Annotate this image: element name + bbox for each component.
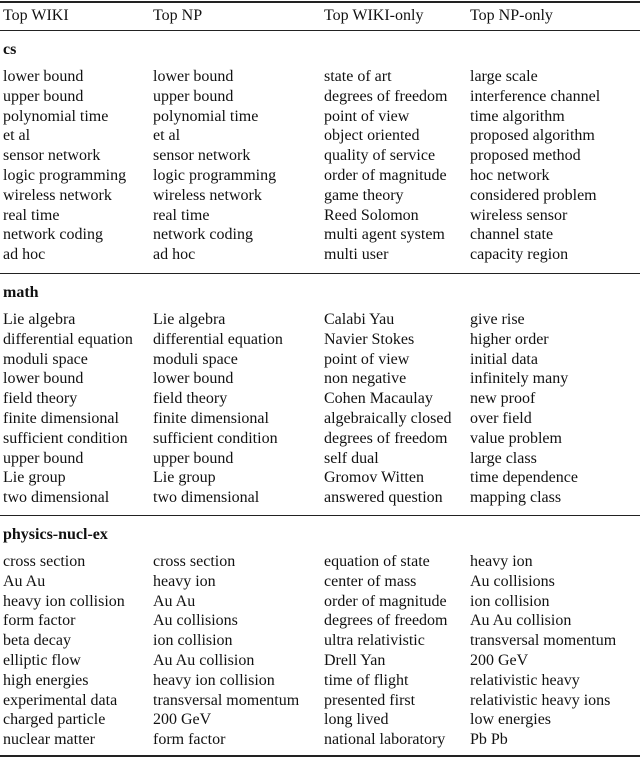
table-cell: upper bound bbox=[153, 449, 234, 467]
table-cell: low energies bbox=[470, 711, 552, 729]
table-row bbox=[0, 552, 640, 572]
table-cell: sufficient condition bbox=[3, 429, 128, 447]
table-row bbox=[0, 310, 640, 330]
table-cell: time of flight bbox=[324, 671, 409, 689]
header-top-np: Top NP bbox=[153, 7, 203, 24]
table-cell: upper bound bbox=[3, 449, 84, 467]
table-cell: proposed algorithm bbox=[470, 127, 595, 145]
table-cell: degrees of freedom bbox=[324, 429, 448, 447]
table-cell: real time bbox=[3, 206, 60, 224]
table-cell: large scale bbox=[470, 68, 538, 85]
bottom-rule bbox=[0, 755, 640, 757]
table-row bbox=[0, 389, 640, 409]
table-cell: ion collision bbox=[470, 592, 550, 610]
table-cell: network coding bbox=[3, 226, 103, 244]
table-cell: high energies bbox=[3, 671, 89, 689]
table-cell: long lived bbox=[324, 711, 389, 729]
table-cell: Au Au collision bbox=[153, 652, 255, 669]
table-cell: Lie algebra bbox=[153, 311, 226, 328]
table-row bbox=[0, 611, 640, 631]
table-row bbox=[0, 330, 640, 350]
table-cell: sensor network bbox=[3, 147, 101, 165]
table-cell: ad hoc bbox=[153, 246, 196, 264]
table-cell: multi agent system bbox=[324, 226, 445, 244]
table-row bbox=[0, 730, 640, 750]
table-cell: real time bbox=[153, 206, 210, 224]
section-rule bbox=[0, 30, 640, 31]
table-row bbox=[0, 409, 640, 429]
header-row bbox=[0, 6, 640, 26]
table-cell: heavy ion collision bbox=[153, 671, 275, 689]
table-row bbox=[0, 592, 640, 612]
table-cell: et al bbox=[3, 127, 31, 145]
table-cell: cross section bbox=[153, 553, 236, 570]
table-cell: Au Au bbox=[3, 572, 46, 590]
table-cell: proposed method bbox=[470, 147, 581, 165]
table-cell: Au Au bbox=[153, 592, 196, 610]
table-cell: Gromov Witten bbox=[324, 469, 424, 487]
table-row bbox=[0, 225, 640, 245]
table-cell: Drell Yan bbox=[324, 652, 386, 669]
table-cell: logic programming bbox=[3, 167, 127, 184]
table-cell: Lie group bbox=[3, 469, 66, 487]
table-cell: lower bound bbox=[153, 370, 234, 388]
table-cell: wireless sensor bbox=[470, 206, 568, 224]
table-cell: differential equation bbox=[3, 330, 133, 348]
table-cell: large class bbox=[470, 449, 537, 467]
table-cell: non negative bbox=[324, 370, 407, 388]
table-cell: give rise bbox=[470, 311, 525, 328]
table-cell: elliptic flow bbox=[3, 652, 81, 669]
table-cell: Lie algebra bbox=[3, 311, 76, 328]
table-cell: moduli space bbox=[153, 350, 238, 368]
table-cell: interference channel bbox=[470, 87, 601, 105]
table-cell: considered problem bbox=[470, 186, 597, 204]
table-cell: center of mass bbox=[324, 572, 417, 590]
table-row bbox=[0, 671, 640, 691]
top-rule bbox=[0, 1, 640, 3]
table-cell: national laboratory bbox=[324, 731, 446, 749]
table-cell: relativistic heavy ions bbox=[470, 691, 611, 709]
table-cell: transversal momentum bbox=[153, 691, 300, 709]
table-cell: Lie group bbox=[153, 469, 216, 487]
table-row bbox=[0, 429, 640, 449]
section-title: physics-nucl-ex bbox=[3, 526, 108, 543]
table-cell: value problem bbox=[470, 429, 562, 447]
header-top-wiki-only: Top WIKI-only bbox=[324, 7, 424, 24]
table-cell: order of magnitude bbox=[324, 592, 447, 610]
table-row bbox=[0, 369, 640, 389]
table-row bbox=[0, 166, 640, 186]
table-cell: mapping class bbox=[470, 489, 562, 507]
table-cell: upper bound bbox=[153, 87, 234, 105]
table-cell: Pb Pb bbox=[470, 731, 508, 749]
table-cell: finite dimensional bbox=[153, 410, 269, 427]
table-cell: capacity region bbox=[470, 246, 569, 264]
table-cell: ion collision bbox=[153, 632, 233, 650]
table-cell: channel state bbox=[470, 226, 554, 244]
table-cell: multi user bbox=[324, 246, 389, 264]
table-cell: form factor bbox=[3, 612, 76, 630]
table-cell: lower bound bbox=[3, 370, 84, 388]
table-row bbox=[0, 468, 640, 488]
table-cell: higher order bbox=[470, 330, 549, 348]
table-row bbox=[0, 245, 640, 265]
table-row bbox=[0, 488, 640, 508]
table-cell: self dual bbox=[324, 449, 379, 467]
table-row bbox=[0, 350, 640, 370]
table-cell: equation of state bbox=[324, 553, 430, 570]
table-cell: logic programming bbox=[153, 167, 277, 184]
table-row bbox=[0, 107, 640, 127]
table-cell: lower bound bbox=[153, 68, 234, 85]
table-row bbox=[0, 87, 640, 107]
table-cell: Au collisions bbox=[470, 572, 555, 590]
table-cell: ultra relativistic bbox=[324, 632, 425, 650]
table-row bbox=[0, 710, 640, 730]
table-cell: relativistic heavy bbox=[470, 671, 580, 689]
table-cell: sensor network bbox=[153, 147, 251, 165]
table-cell: two dimensional bbox=[3, 489, 110, 507]
table-cell: charged particle bbox=[3, 711, 106, 729]
table-row bbox=[0, 206, 640, 226]
table-cell: beta decay bbox=[3, 632, 71, 650]
table-cell: heavy ion collision bbox=[3, 592, 125, 610]
table-cell: wireless network bbox=[3, 186, 112, 204]
table-cell: Navier Stokes bbox=[324, 330, 415, 348]
table-row bbox=[0, 572, 640, 592]
table-cell: form factor bbox=[153, 731, 226, 749]
table-cell: time dependence bbox=[470, 469, 578, 487]
table-cell: et al bbox=[153, 127, 181, 145]
table-cell: Calabi Yau bbox=[324, 311, 395, 328]
table-cell: infinitely many bbox=[470, 370, 569, 388]
table-cell: order of magnitude bbox=[324, 167, 447, 184]
table-row bbox=[0, 691, 640, 711]
table-cell: network coding bbox=[153, 226, 253, 244]
table-row bbox=[0, 631, 640, 651]
table-cell: lower bound bbox=[3, 68, 84, 85]
table-cell: finite dimensional bbox=[3, 410, 119, 427]
table-cell: game theory bbox=[324, 186, 404, 204]
section-title: cs bbox=[3, 41, 17, 58]
table-cell: object oriented bbox=[324, 127, 420, 145]
table-cell: field theory bbox=[153, 390, 228, 408]
section-rule bbox=[0, 273, 640, 274]
table-cell: Reed Solomon bbox=[324, 206, 419, 224]
table-cell: wireless network bbox=[153, 186, 262, 204]
table-cell: upper bound bbox=[3, 87, 84, 105]
table-cell: presented first bbox=[324, 691, 416, 709]
table-cell: point of view bbox=[324, 107, 410, 125]
table-cell: degrees of freedom bbox=[324, 87, 448, 105]
table-cell: polynomial time bbox=[153, 107, 259, 125]
table-cell: Au collisions bbox=[153, 612, 238, 630]
table-cell: two dimensional bbox=[153, 489, 260, 507]
table-row bbox=[0, 186, 640, 206]
table-cell: transversal momentum bbox=[470, 632, 617, 650]
table-cell: heavy ion bbox=[153, 572, 216, 590]
table-cell: degrees of freedom bbox=[324, 612, 448, 630]
table-row bbox=[0, 651, 640, 671]
table-cell: nuclear matter bbox=[3, 731, 95, 749]
table-cell: over field bbox=[470, 410, 532, 427]
header-top-np-only: Top NP-only bbox=[470, 7, 553, 24]
table-cell: moduli space bbox=[3, 350, 88, 368]
table-row bbox=[0, 449, 640, 469]
table-cell: algebraically closed bbox=[324, 410, 452, 427]
table-cell: experimental data bbox=[3, 691, 118, 709]
table-cell: quality of service bbox=[324, 147, 436, 165]
table-cell: cross section bbox=[3, 553, 86, 570]
table-cell: differential equation bbox=[153, 330, 283, 348]
section-title: math bbox=[3, 284, 39, 301]
header-top-wiki: Top WIKI bbox=[3, 7, 69, 24]
table-row bbox=[0, 146, 640, 166]
table-cell: state of art bbox=[324, 68, 392, 85]
table-cell: point of view bbox=[324, 350, 410, 368]
table-cell: polynomial time bbox=[3, 107, 109, 125]
table-cell: Au Au collision bbox=[470, 612, 572, 630]
table-cell: time algorithm bbox=[470, 107, 565, 125]
table-row bbox=[0, 67, 640, 87]
table-cell: 200 GeV bbox=[470, 652, 529, 669]
table-cell: initial data bbox=[470, 350, 538, 368]
table-cell: hoc network bbox=[470, 167, 550, 184]
table-cell: field theory bbox=[3, 390, 78, 408]
table-cell: new proof bbox=[470, 390, 536, 408]
table-cell: heavy ion bbox=[470, 553, 533, 570]
table-row bbox=[0, 126, 640, 146]
table-cell: Cohen Macaulay bbox=[324, 390, 433, 408]
table-cell: answered question bbox=[324, 489, 443, 507]
table-cell: 200 GeV bbox=[153, 711, 212, 729]
section-rule bbox=[0, 515, 640, 516]
table-cell: ad hoc bbox=[3, 246, 46, 264]
table-cell: sufficient condition bbox=[153, 429, 278, 447]
